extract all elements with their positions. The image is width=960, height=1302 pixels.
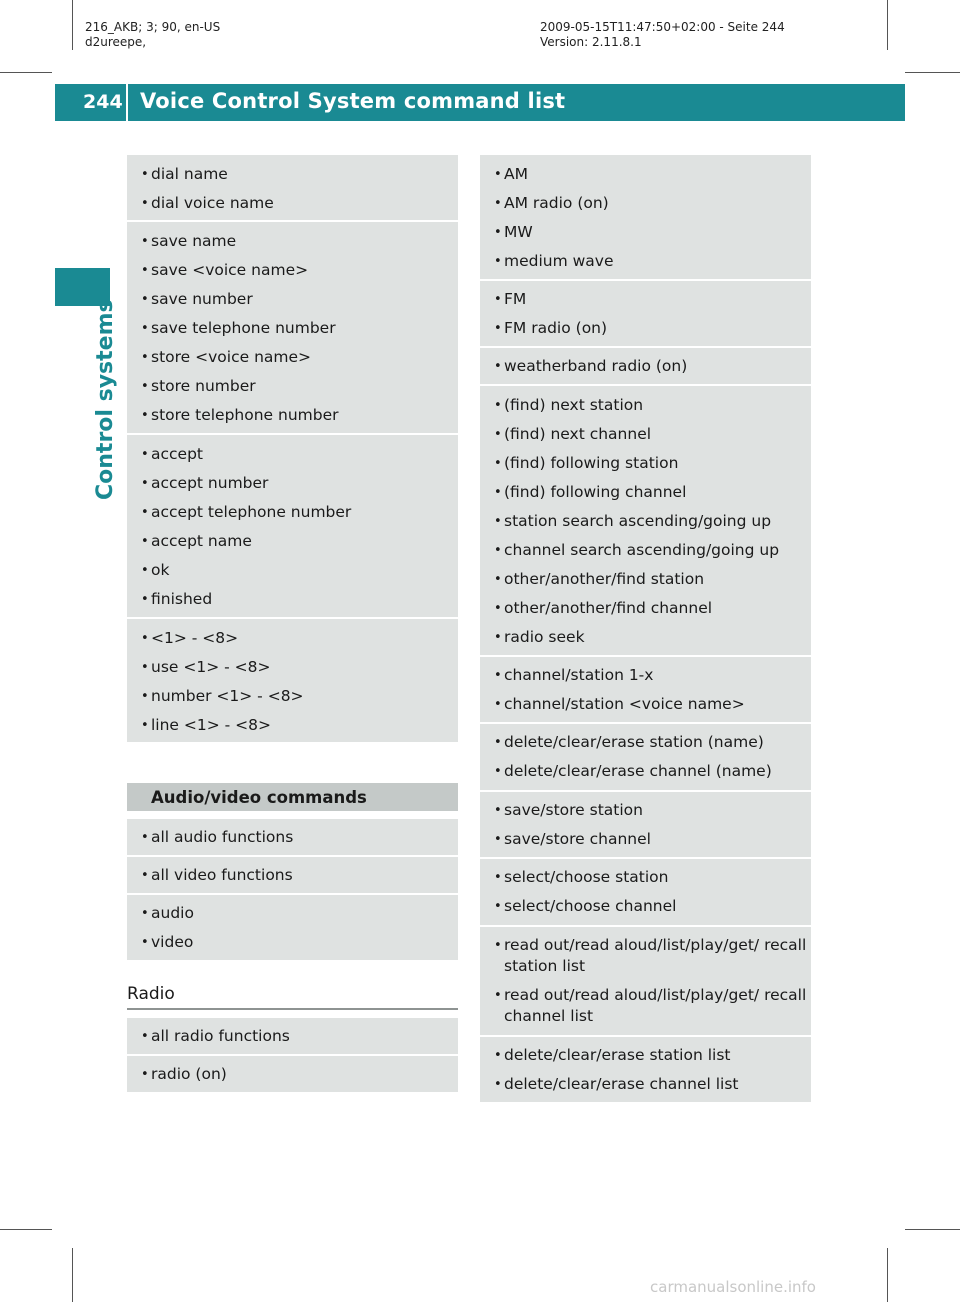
command-item: • store <voice name>	[127, 347, 458, 368]
command-item: • other/another/find channel	[480, 598, 811, 619]
command-box	[480, 927, 811, 1037]
command-box	[480, 155, 811, 281]
command-box	[127, 819, 458, 857]
watermark: carmanualsonline.info	[650, 1278, 816, 1296]
command-item: • accept number	[127, 473, 458, 494]
command-item: • number <1> - <8>	[127, 686, 458, 707]
command-item: • line <1> - <8>	[127, 715, 458, 736]
command-item: • radio seek	[480, 627, 811, 648]
command-item: • (find) next channel	[480, 424, 811, 445]
command-box	[127, 1056, 458, 1094]
crop-mark	[887, 0, 888, 50]
print-meta-left-line2: d2ureepe,	[85, 35, 147, 49]
command-item: • save name	[127, 231, 458, 252]
command-box	[127, 1018, 458, 1056]
crop-mark	[0, 1229, 52, 1230]
command-item: • delete/clear/erase channel list	[480, 1074, 811, 1095]
command-item: • store number	[127, 376, 458, 397]
command-item: • read out/read aloud/list/play/get/ recall station list	[480, 935, 811, 977]
command-item: • dial voice name	[127, 193, 458, 214]
command-item: • delete/clear/erase station (name)	[480, 732, 811, 753]
audio-video-section	[127, 783, 458, 962]
command-item: • all video functions	[127, 865, 458, 886]
command-box	[480, 657, 811, 724]
header-divider	[126, 84, 128, 121]
print-meta-right-line2: Version: 2.11.8.1	[540, 35, 642, 49]
command-item: • radio (on)	[127, 1064, 458, 1085]
section-heading: Audio/video commands	[127, 783, 458, 811]
command-item: • (find) following channel	[480, 482, 811, 503]
command-box	[127, 619, 458, 744]
command-item: • (find) following station	[480, 453, 811, 474]
command-item: • accept	[127, 444, 458, 465]
command-item: • channel/station 1-x	[480, 665, 811, 686]
command-item: • AM radio (on)	[480, 193, 811, 214]
left-column	[127, 155, 458, 744]
command-item: • video	[127, 932, 458, 953]
command-item: • <1> - <8>	[127, 628, 458, 649]
command-box	[127, 435, 458, 619]
print-meta-left	[85, 20, 220, 50]
command-item: • save number	[127, 289, 458, 310]
print-meta-right	[540, 20, 785, 50]
command-box	[480, 1037, 811, 1104]
command-box	[480, 792, 811, 859]
command-box	[480, 724, 811, 792]
print-meta-right-line1: 2009-05-15T11:47:50+02:00 - Seite 244	[540, 20, 785, 34]
radio-heading: Radio	[127, 984, 458, 1010]
command-box	[127, 857, 458, 895]
radio-section	[127, 984, 458, 1094]
command-box	[127, 155, 458, 222]
command-item: • FM	[480, 289, 811, 310]
command-box	[480, 859, 811, 927]
command-item: • dial name	[127, 164, 458, 185]
crop-mark	[0, 72, 52, 73]
page-title: Voice Control System command list	[140, 89, 566, 113]
chapter-label-text: Control systems	[93, 299, 118, 500]
command-box	[127, 895, 458, 962]
right-column	[480, 155, 811, 1104]
command-box	[480, 386, 811, 657]
command-item: • delete/clear/erase channel (name)	[480, 761, 811, 782]
command-item: • audio	[127, 903, 458, 924]
command-item: • finished	[127, 589, 458, 610]
crop-mark	[905, 1229, 960, 1230]
print-meta-left-line1: 216_AKB; 3; 90, en-US	[85, 20, 221, 34]
crop-mark	[72, 0, 73, 50]
command-box	[480, 348, 811, 386]
command-item: • all radio functions	[127, 1026, 458, 1047]
command-box	[127, 222, 458, 435]
command-item: • all audio functions	[127, 827, 458, 848]
command-item: • other/another/find station	[480, 569, 811, 590]
command-item: • read out/read aloud/list/play/get/ recall channel list	[480, 985, 811, 1027]
command-item: • save <voice name>	[127, 260, 458, 281]
command-item: • save/store station	[480, 800, 811, 821]
command-item: • FM radio (on)	[480, 318, 811, 339]
page-number: 244	[83, 91, 123, 113]
command-item: • MW	[480, 222, 811, 243]
command-item: • select/choose channel	[480, 896, 811, 917]
command-item: • AM	[480, 164, 811, 185]
command-item: • (find) next station	[480, 395, 811, 416]
command-item: • store telephone number	[127, 405, 458, 426]
command-item: • delete/clear/erase station list	[480, 1045, 811, 1066]
command-item: • medium wave	[480, 251, 811, 272]
command-item: • save/store channel	[480, 829, 811, 850]
command-item: • channel/station <voice name>	[480, 694, 811, 715]
crop-mark	[72, 1248, 73, 1302]
crop-mark	[905, 72, 960, 73]
command-item: • accept telephone number	[127, 502, 458, 523]
command-item: • channel search ascending/going up	[480, 540, 811, 561]
command-item: • accept name	[127, 531, 458, 552]
command-item: • use <1> - <8>	[127, 657, 458, 678]
command-item: • weatherband radio (on)	[480, 356, 811, 377]
command-item: • save telephone number	[127, 318, 458, 339]
crop-mark	[887, 1248, 888, 1302]
command-item: • ok	[127, 560, 458, 581]
command-item: • station search ascending/going up	[480, 511, 811, 532]
command-item: • select/choose station	[480, 867, 811, 888]
command-box	[480, 281, 811, 348]
